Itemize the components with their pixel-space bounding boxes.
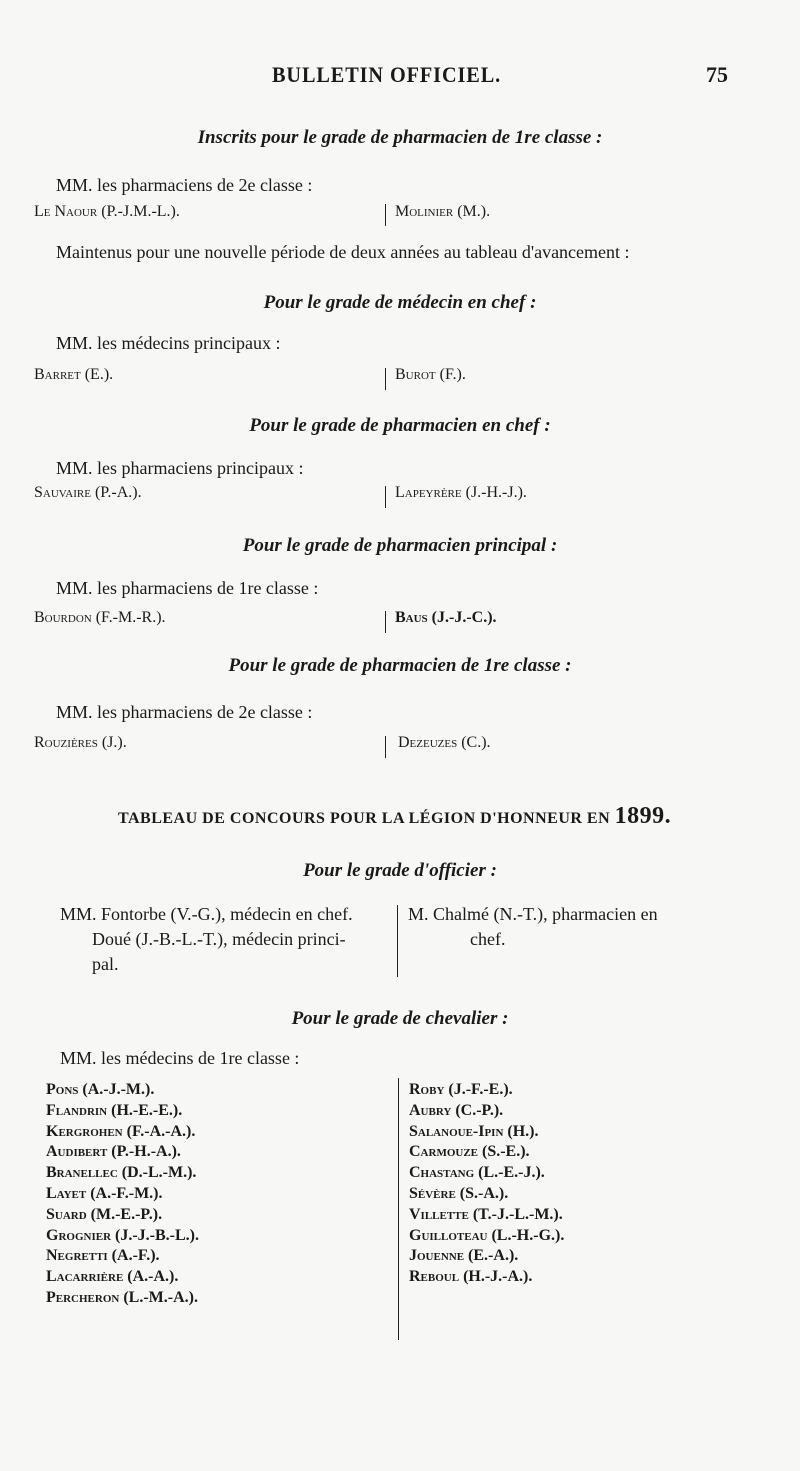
heading-medecin-en-chef: Pour le grade de médecin en chef : <box>263 292 537 313</box>
heading-pharmacien-1re-classe: Pour le grade de pharmacien de 1re classe : <box>228 655 572 676</box>
officier-left-line1: MM. Fontorbe (V.-G.), médecin en chef. <box>60 904 353 924</box>
list-item: Grognier (J.-J.-B.-L.). <box>46 1226 199 1244</box>
list-item: Branellec (D.-L.-M.). <box>46 1164 197 1182</box>
maintenus-paragraph: Maintenus pour une nouvelle période de deux années au tableau d'avancement : <box>56 242 630 262</box>
chevalier-left-list <box>46 1080 199 1309</box>
column-divider <box>385 611 386 633</box>
list-item: Percheron (L.-M.-A.). <box>46 1288 198 1306</box>
name-le-naour: Le Naour (P.-J.M.-L.). <box>34 203 180 220</box>
heading-pharmacien-principal: Pour le grade de pharmacien principal : <box>242 535 558 556</box>
intro-pharmaciens-1re: MM. les pharmaciens de 1re classe : <box>56 578 319 598</box>
list-item: Aubry (C.-P.). <box>409 1101 504 1119</box>
running-header <box>0 62 800 92</box>
list-item: Salanoue-Ipin (H.). <box>409 1122 539 1140</box>
intro-pharmaciens-principaux: MM. les pharmaciens principaux : <box>56 458 304 478</box>
list-item: Sévère (S.-A.). <box>409 1184 509 1202</box>
heading-officier: Pour le grade d'officier : <box>303 860 497 881</box>
list-item: Negretti (A.-F.). <box>46 1247 160 1265</box>
officier-right-line2: chef. <box>470 929 506 949</box>
list-item: Jouenne (E.-A.). <box>409 1247 519 1265</box>
officier-left-line3: pal. <box>92 954 119 974</box>
list-item: Audibert (P.-H.-A.). <box>46 1143 181 1161</box>
heading-pharmacien-en-chef: Pour le grade de pharmacien en chef : <box>249 415 551 436</box>
heading-pharmacien-1re: Inscrits pour le grade de pharmacien de 1re classe : <box>197 127 603 148</box>
name-bourdon: Bourdon (F.-M.-R.). <box>34 609 166 626</box>
list-item: Pons (A.-J.-M.). <box>46 1081 155 1098</box>
list-item: Villette (T.-J.-L.-M.). <box>409 1205 563 1223</box>
list-item: Lacarrière (A.-A.). <box>46 1268 179 1286</box>
column-divider <box>385 368 386 390</box>
officier-left-line2: Doué (J.-B.-L.-T.), médecin princi- <box>92 929 346 949</box>
bulletin-title: BULLETIN OFFICIEL. <box>272 62 502 87</box>
name-lapeyrere: Lapeyrère (J.-H.-J.). <box>395 484 527 501</box>
list-item: Kergrohen (F.-A.-A.). <box>46 1122 196 1140</box>
name-molinier: Molinier (M.). <box>395 203 491 220</box>
list-item: Suard (M.-E.-P.). <box>46 1205 163 1223</box>
tableau-title <box>118 803 671 830</box>
chevalier-right-list <box>409 1080 564 1288</box>
column-divider <box>398 1078 399 1340</box>
page-number: 75 <box>706 62 728 87</box>
list-item: Flandrin (H.-E.-E.). <box>46 1101 183 1119</box>
heading-chevalier: Pour le grade de chevalier : <box>291 1008 509 1029</box>
name-dezeuzes: Dezeuzes (C.). <box>398 734 491 751</box>
list-item: Chastang (L.-E.-J.). <box>409 1164 545 1182</box>
column-divider <box>385 736 386 758</box>
name-barret: Barret (E.). <box>34 366 114 383</box>
column-divider <box>397 905 398 977</box>
intro-pharmaciens-2e-b: MM. les pharmaciens de 2e classe : <box>56 702 313 722</box>
intro-medecins-1re: MM. les médecins de 1re classe : <box>60 1048 300 1068</box>
name-rouzieres: Rouzières (J.). <box>34 734 127 751</box>
tableau-title-text: TABLEAU DE CONCOURS POUR LA LÉGION D'HONNEUR EN <box>118 810 611 827</box>
list-item: Guilloteau (L.-H.-G.). <box>409 1226 565 1244</box>
column-divider <box>385 204 386 226</box>
list-item: Layet (A.-F.-M.). <box>46 1184 163 1202</box>
name-burot: Burot (F.). <box>395 366 466 383</box>
name-baus: Baus (J.-J.-C.). <box>395 609 497 626</box>
name-sauvaire: Sauvaire (P.-A.). <box>34 484 142 501</box>
list-item: Reboul (H.-J.-A.). <box>409 1268 533 1286</box>
list-item: Roby (J.-F.-E.). <box>409 1081 513 1098</box>
tableau-year: 1899. <box>614 803 672 829</box>
officier-right-line1: M. Chalmé (N.-T.), pharmacien en <box>408 904 658 924</box>
list-item: Carmouze (S.-E.). <box>409 1143 530 1161</box>
intro-medecins-principaux: MM. les médecins principaux : <box>56 333 281 353</box>
intro-pharmaciens-2e: MM. les pharmaciens de 2e classe : <box>56 175 313 195</box>
column-divider <box>385 486 386 508</box>
